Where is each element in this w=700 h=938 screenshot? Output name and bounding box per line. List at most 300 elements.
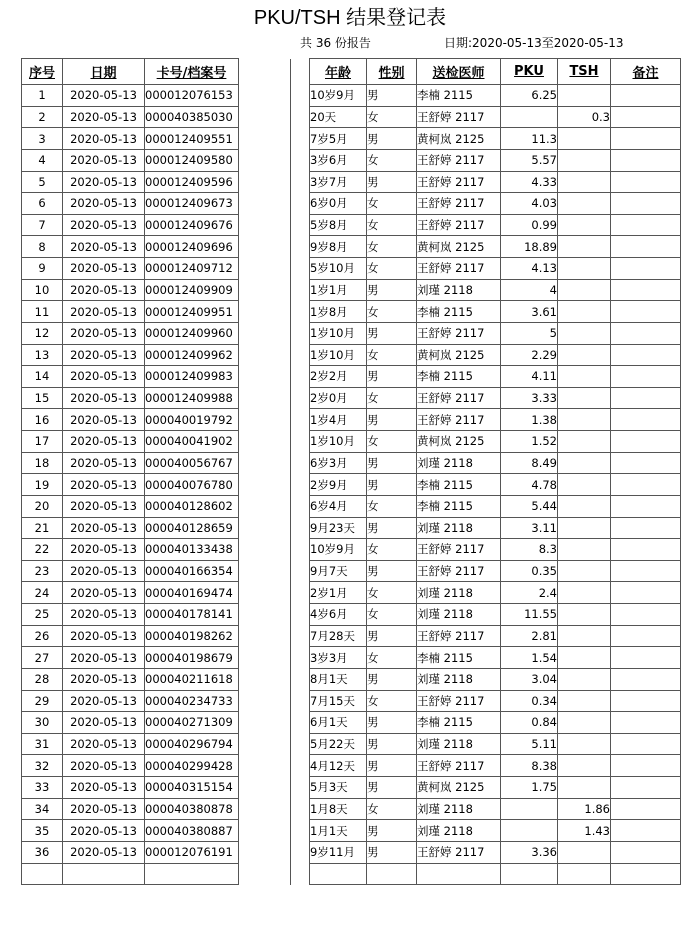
cell-pku: 0.35	[501, 560, 558, 582]
report-title: PKU/TSH 结果登记表	[253, 7, 447, 29]
spacer-cell	[291, 863, 310, 885]
cell-doctor	[417, 863, 501, 885]
cell-note	[611, 841, 681, 863]
spacer-cell	[291, 214, 310, 236]
cell-no: 6	[22, 193, 63, 215]
table-row	[22, 279, 681, 301]
spacer-cell	[239, 625, 291, 647]
cell-no: 16	[22, 409, 63, 431]
cell-pku: 1.54	[501, 647, 558, 669]
cell-age: 9月7天	[310, 560, 367, 582]
cell-card: 000040380887	[145, 820, 239, 842]
cell-sex: 男	[367, 820, 417, 842]
cell-doctor: 刘瑾 2118	[417, 517, 501, 539]
cell-sex: 男	[367, 322, 417, 344]
spacer-cell	[291, 279, 310, 301]
cell-age: 5岁10月	[310, 258, 367, 280]
spacer-cell	[239, 279, 291, 301]
cell-pku: 5.57	[501, 149, 558, 171]
cell-tsh	[558, 755, 611, 777]
table-row	[22, 863, 681, 885]
header-pku: PKU	[501, 59, 558, 85]
cell-pku: 8.3	[501, 539, 558, 561]
cell-doctor: 王舒婷 2117	[417, 149, 501, 171]
table-row	[22, 474, 681, 496]
cell-no: 23	[22, 560, 63, 582]
cell-note	[611, 431, 681, 453]
cell-age: 10岁9月	[310, 539, 367, 561]
cell-doctor: 李楠 2115	[417, 85, 501, 107]
cell-date: 2020-05-13	[63, 214, 145, 236]
cell-doctor: 黄柯岚 2125	[417, 777, 501, 799]
cell-tsh	[558, 431, 611, 453]
cell-note	[611, 690, 681, 712]
cell-no: 3	[22, 128, 63, 150]
cell-sex: 女	[367, 431, 417, 453]
cell-doctor: 刘瑾 2118	[417, 582, 501, 604]
cell-date: 2020-05-13	[63, 798, 145, 820]
cell-sex: 女	[367, 106, 417, 128]
spacer-cell	[239, 387, 291, 409]
cell-card: 000040380878	[145, 798, 239, 820]
cell-pku: 0.34	[501, 690, 558, 712]
cell-age: 1岁1月	[310, 279, 367, 301]
cell-note	[611, 452, 681, 474]
table-row	[22, 193, 681, 215]
table-body	[22, 85, 681, 885]
cell-tsh	[558, 690, 611, 712]
cell-sex: 男	[367, 452, 417, 474]
table-row	[22, 452, 681, 474]
cell-tsh	[558, 604, 611, 626]
cell-pku	[501, 798, 558, 820]
table-row	[22, 149, 681, 171]
cell-age: 4月12天	[310, 755, 367, 777]
cell-sex: 女	[367, 647, 417, 669]
cell-no: 29	[22, 690, 63, 712]
cell-age: 1岁4月	[310, 409, 367, 431]
spacer-cell	[291, 517, 310, 539]
cell-tsh	[558, 258, 611, 280]
spacer-cell	[239, 301, 291, 323]
cell-note	[611, 344, 681, 366]
cell-date: 2020-05-13	[63, 322, 145, 344]
cell-pku: 4.33	[501, 171, 558, 193]
spacer-cell	[291, 128, 310, 150]
cell-age: 6岁0月	[310, 193, 367, 215]
cell-age: 20天	[310, 106, 367, 128]
spacer-cell	[291, 777, 310, 799]
cell-sex: 男	[367, 841, 417, 863]
cell-pku: 1.38	[501, 409, 558, 431]
cell-date: 2020-05-13	[63, 777, 145, 799]
cell-note	[611, 214, 681, 236]
spacer-cell	[291, 560, 310, 582]
cell-card: 000012409962	[145, 344, 239, 366]
cell-card: 000040076780	[145, 474, 239, 496]
cell-no: 2	[22, 106, 63, 128]
table-row	[22, 236, 681, 258]
cell-age: 3岁7月	[310, 171, 367, 193]
cell-card: 000040315154	[145, 777, 239, 799]
cell-no: 19	[22, 474, 63, 496]
cell-doctor: 王舒婷 2117	[417, 258, 501, 280]
cell-age: 5月22天	[310, 733, 367, 755]
spacer-cell	[291, 647, 310, 669]
table-row	[22, 841, 681, 863]
cell-doctor: 王舒婷 2117	[417, 755, 501, 777]
table-row	[22, 647, 681, 669]
cell-tsh	[558, 171, 611, 193]
spacer-cell	[239, 777, 291, 799]
cell-note	[611, 560, 681, 582]
cell-note	[611, 409, 681, 431]
table-row	[22, 560, 681, 582]
cell-no: 15	[22, 387, 63, 409]
table-row	[22, 301, 681, 323]
cell-age: 8月1天	[310, 668, 367, 690]
cell-note	[611, 820, 681, 842]
cell-doctor: 王舒婷 2117	[417, 171, 501, 193]
cell-date: 2020-05-13	[63, 668, 145, 690]
spacer-cell	[239, 820, 291, 842]
spacer-cell	[239, 322, 291, 344]
spacer-cell	[291, 690, 310, 712]
date-range: 日期:2020-05-13至2020-05-13	[444, 36, 624, 50]
cell-doctor: 刘瑾 2118	[417, 668, 501, 690]
cell-sex	[367, 863, 417, 885]
cell-date: 2020-05-13	[63, 841, 145, 863]
cell-sex: 女	[367, 193, 417, 215]
header-age: 年龄	[310, 59, 367, 85]
spacer-cell	[291, 755, 310, 777]
cell-tsh	[558, 214, 611, 236]
cell-pku: 5	[501, 322, 558, 344]
table-row	[22, 733, 681, 755]
cell-no: 34	[22, 798, 63, 820]
spacer-cell	[239, 495, 291, 517]
cell-no: 10	[22, 279, 63, 301]
spacer-cell	[239, 517, 291, 539]
spacer-cell	[239, 344, 291, 366]
spacer-cell	[291, 452, 310, 474]
cell-date: 2020-05-13	[63, 106, 145, 128]
cell-tsh	[558, 193, 611, 215]
report-count: 共 36 份报告	[300, 36, 371, 50]
spacer-cell	[239, 258, 291, 280]
table-row	[22, 668, 681, 690]
cell-tsh	[558, 712, 611, 734]
cell-card: 000040041902	[145, 431, 239, 453]
cell-sex: 男	[367, 712, 417, 734]
spacer-cell	[291, 431, 310, 453]
spacer-cell	[291, 344, 310, 366]
cell-sex: 男	[367, 366, 417, 388]
cell-age: 10岁9月	[310, 85, 367, 107]
table-row	[22, 106, 681, 128]
cell-tsh	[558, 236, 611, 258]
cell-no: 31	[22, 733, 63, 755]
cell-sex: 男	[367, 625, 417, 647]
cell-pku	[501, 863, 558, 885]
cell-date: 2020-05-13	[63, 366, 145, 388]
cell-date: 2020-05-13	[63, 344, 145, 366]
cell-no: 17	[22, 431, 63, 453]
cell-no: 27	[22, 647, 63, 669]
table-row	[22, 322, 681, 344]
spacer-cell	[291, 495, 310, 517]
cell-tsh	[558, 777, 611, 799]
cell-no: 20	[22, 495, 63, 517]
cell-sex: 男	[367, 755, 417, 777]
cell-card: 000012409596	[145, 171, 239, 193]
spacer-cell	[239, 128, 291, 150]
cell-card: 000040198679	[145, 647, 239, 669]
cell-no: 30	[22, 712, 63, 734]
spacer-cell	[239, 431, 291, 453]
cell-sex: 男	[367, 171, 417, 193]
cell-note	[611, 712, 681, 734]
spacer-cell	[291, 171, 310, 193]
header-date: 日期	[63, 59, 145, 85]
cell-card: 000012409580	[145, 149, 239, 171]
cell-tsh	[558, 474, 611, 496]
spacer-cell	[239, 85, 291, 107]
spacer-cell	[239, 798, 291, 820]
cell-pku: 11.55	[501, 604, 558, 626]
cell-tsh	[558, 841, 611, 863]
cell-tsh	[558, 452, 611, 474]
spacer-cell	[239, 171, 291, 193]
cell-card: 000040166354	[145, 560, 239, 582]
spacer-cell	[239, 236, 291, 258]
cell-card: 000012409676	[145, 214, 239, 236]
cell-no: 9	[22, 258, 63, 280]
spacer-cell	[239, 59, 291, 85]
table-row	[22, 604, 681, 626]
table-row	[22, 582, 681, 604]
table-row	[22, 712, 681, 734]
cell-sex: 女	[367, 539, 417, 561]
cell-date: 2020-05-13	[63, 301, 145, 323]
spacer-cell	[291, 193, 310, 215]
cell-sex: 男	[367, 777, 417, 799]
cell-sex: 男	[367, 668, 417, 690]
spacer-cell	[291, 582, 310, 604]
cell-age: 1岁10月	[310, 322, 367, 344]
cell-card: 000040019792	[145, 409, 239, 431]
cell-tsh: 1.86	[558, 798, 611, 820]
cell-age: 9月23天	[310, 517, 367, 539]
cell-date: 2020-05-13	[63, 85, 145, 107]
cell-age: 1岁10月	[310, 344, 367, 366]
cell-pku: 4.03	[501, 193, 558, 215]
cell-pku: 3.36	[501, 841, 558, 863]
cell-date: 2020-05-13	[63, 236, 145, 258]
cell-date: 2020-05-13	[63, 193, 145, 215]
spacer-cell	[239, 668, 291, 690]
cell-card: 000012076153	[145, 85, 239, 107]
cell-doctor: 刘瑾 2118	[417, 733, 501, 755]
header-note: 备注	[611, 59, 681, 85]
cell-sex: 女	[367, 344, 417, 366]
spacer-cell	[291, 668, 310, 690]
cell-doctor: 李楠 2115	[417, 301, 501, 323]
cell-date	[63, 863, 145, 885]
spacer-cell	[239, 712, 291, 734]
cell-card: 000040299428	[145, 755, 239, 777]
cell-note	[611, 106, 681, 128]
cell-note	[611, 279, 681, 301]
cell-no: 36	[22, 841, 63, 863]
cell-doctor: 王舒婷 2117	[417, 193, 501, 215]
cell-sex: 男	[367, 560, 417, 582]
cell-no: 35	[22, 820, 63, 842]
cell-tsh	[558, 149, 611, 171]
cell-age: 4岁6月	[310, 604, 367, 626]
cell-doctor: 黄柯岚 2125	[417, 128, 501, 150]
cell-tsh	[558, 733, 611, 755]
cell-date: 2020-05-13	[63, 258, 145, 280]
cell-doctor: 刘瑾 2118	[417, 279, 501, 301]
cell-doctor: 刘瑾 2118	[417, 820, 501, 842]
cell-tsh	[558, 322, 611, 344]
cell-date: 2020-05-13	[63, 820, 145, 842]
cell-date: 2020-05-13	[63, 517, 145, 539]
spacer-cell	[291, 798, 310, 820]
header-card: 卡号/档案号	[145, 59, 239, 85]
cell-doctor: 王舒婷 2117	[417, 214, 501, 236]
cell-card: 000040056767	[145, 452, 239, 474]
cell-tsh	[558, 647, 611, 669]
spacer-cell	[239, 604, 291, 626]
spacer-cell	[239, 149, 291, 171]
cell-tsh	[558, 301, 611, 323]
spacer-cell	[239, 755, 291, 777]
cell-sex: 男	[367, 279, 417, 301]
cell-tsh	[558, 85, 611, 107]
spacer-cell	[239, 841, 291, 863]
table-row	[22, 777, 681, 799]
cell-pku: 5.11	[501, 733, 558, 755]
table-row	[22, 128, 681, 150]
cell-age: 1岁8月	[310, 301, 367, 323]
cell-pku: 8.49	[501, 452, 558, 474]
cell-sex: 女	[367, 214, 417, 236]
cell-tsh	[558, 539, 611, 561]
cell-note	[611, 625, 681, 647]
cell-doctor: 李楠 2115	[417, 366, 501, 388]
cell-card: 000012409551	[145, 128, 239, 150]
cell-sex: 女	[367, 236, 417, 258]
cell-age: 6岁3月	[310, 452, 367, 474]
cell-age: 9岁11月	[310, 841, 367, 863]
cell-date: 2020-05-13	[63, 171, 145, 193]
header-row	[22, 59, 681, 85]
cell-no: 4	[22, 149, 63, 171]
cell-age: 5岁8月	[310, 214, 367, 236]
cell-doctor: 王舒婷 2117	[417, 539, 501, 561]
cell-doctor: 李楠 2115	[417, 474, 501, 496]
spacer-cell	[239, 409, 291, 431]
cell-pku: 2.81	[501, 625, 558, 647]
table-row	[22, 387, 681, 409]
cell-no: 24	[22, 582, 63, 604]
cell-note	[611, 85, 681, 107]
spacer-cell	[291, 149, 310, 171]
spacer-cell	[291, 258, 310, 280]
spacer-cell	[239, 193, 291, 215]
cell-pku: 4	[501, 279, 558, 301]
cell-note	[611, 171, 681, 193]
cell-pku: 3.11	[501, 517, 558, 539]
cell-note	[611, 474, 681, 496]
cell-no: 12	[22, 322, 63, 344]
spacer-cell	[291, 474, 310, 496]
cell-date: 2020-05-13	[63, 149, 145, 171]
spacer-cell	[291, 409, 310, 431]
cell-note	[611, 863, 681, 885]
cell-note	[611, 236, 681, 258]
cell-no: 33	[22, 777, 63, 799]
table-row	[22, 344, 681, 366]
table-row	[22, 495, 681, 517]
cell-sex: 男	[367, 733, 417, 755]
cell-age: 1月8天	[310, 798, 367, 820]
cell-pku	[501, 106, 558, 128]
cell-age: 7月15天	[310, 690, 367, 712]
cell-note	[611, 301, 681, 323]
cell-tsh	[558, 128, 611, 150]
cell-card: 000040296794	[145, 733, 239, 755]
cell-pku: 1.75	[501, 777, 558, 799]
spacer-cell	[239, 582, 291, 604]
cell-tsh	[558, 517, 611, 539]
cell-no: 18	[22, 452, 63, 474]
cell-doctor: 王舒婷 2117	[417, 625, 501, 647]
cell-tsh	[558, 495, 611, 517]
table-row	[22, 798, 681, 820]
cell-card: 000040169474	[145, 582, 239, 604]
cell-age: 1岁10月	[310, 431, 367, 453]
cell-age: 2岁2月	[310, 366, 367, 388]
cell-age: 2岁9月	[310, 474, 367, 496]
cell-doctor: 王舒婷 2117	[417, 322, 501, 344]
cell-doctor: 王舒婷 2117	[417, 690, 501, 712]
cell-card: 000040385030	[145, 106, 239, 128]
cell-age: 1月1天	[310, 820, 367, 842]
cell-card: 000040271309	[145, 712, 239, 734]
cell-note	[611, 798, 681, 820]
cell-doctor: 王舒婷 2117	[417, 841, 501, 863]
cell-doctor: 李楠 2115	[417, 712, 501, 734]
cell-doctor: 王舒婷 2117	[417, 409, 501, 431]
header-tsh: TSH	[558, 59, 611, 85]
cell-doctor: 王舒婷 2117	[417, 560, 501, 582]
cell-date: 2020-05-13	[63, 582, 145, 604]
cell-sex: 女	[367, 690, 417, 712]
spacer-cell	[291, 59, 310, 85]
cell-sex: 女	[367, 149, 417, 171]
cell-no: 11	[22, 301, 63, 323]
cell-age: 3岁6月	[310, 149, 367, 171]
cell-no: 25	[22, 604, 63, 626]
cell-date: 2020-05-13	[63, 539, 145, 561]
cell-pku: 8.38	[501, 755, 558, 777]
spacer-cell	[239, 474, 291, 496]
cell-date: 2020-05-13	[63, 387, 145, 409]
cell-card: 000040128602	[145, 495, 239, 517]
